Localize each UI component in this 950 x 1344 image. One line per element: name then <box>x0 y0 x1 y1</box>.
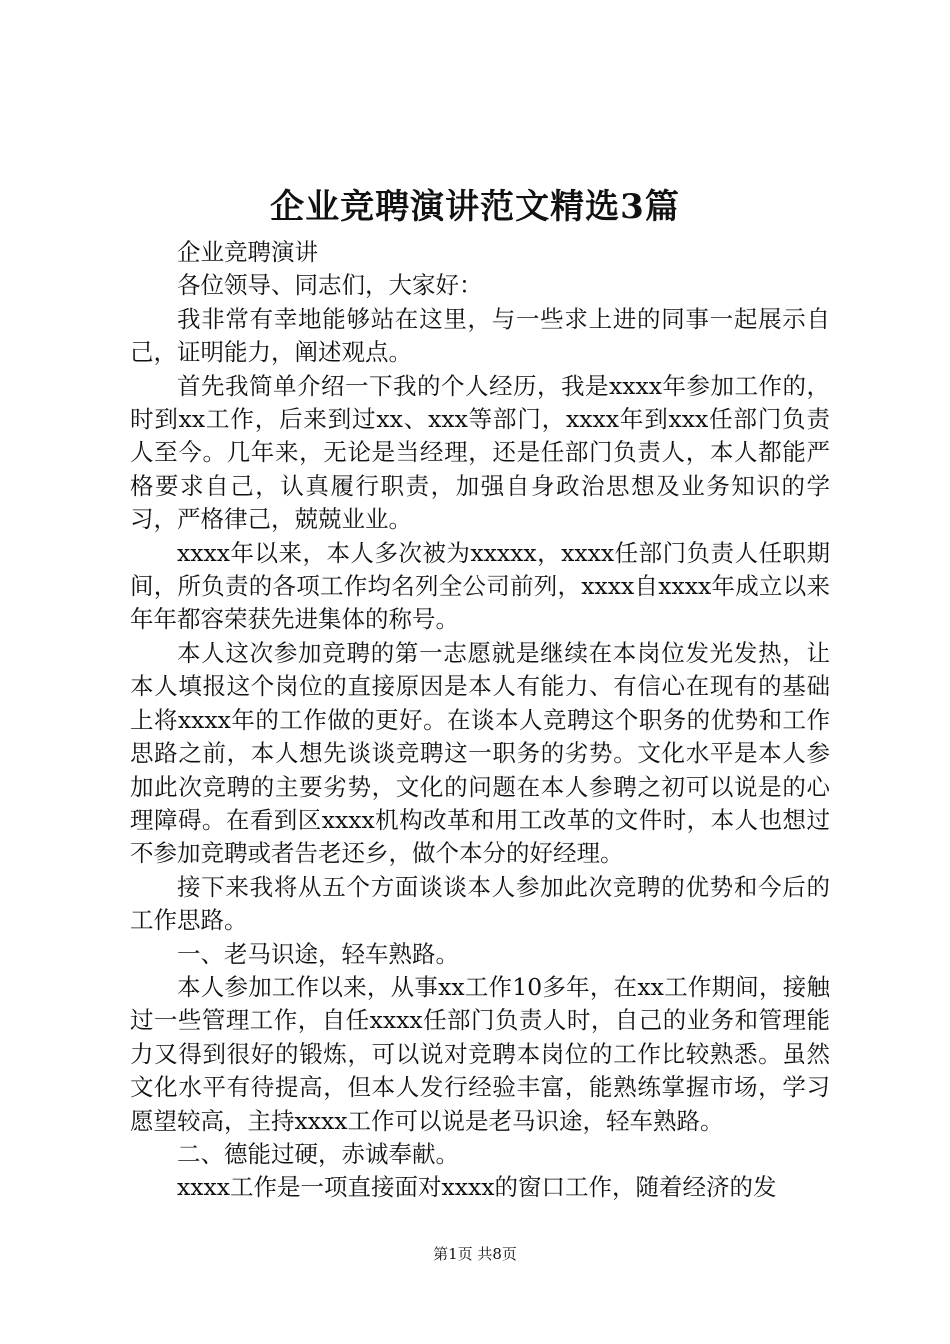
paragraph: 本人这次参加竞聘的第一志愿就是继续在本岗位发光发热，让本人填报这个岗位的直接原因是本人有能力、有信心在现有的基础上将xxxx年的工作做的更好。在谈本人竞聘这个职务的优势和工作思路之前，本人想先谈谈竞聘这一职务的劣势。文化水平是本人参加此次竞聘的主要劣势，文化的问题在本人参聘之初可以说是的心理障碍。在看到区xxxx机构改革和用工改革的文件时，本人也想过不参加竞聘或者告老还乡，做个本分的好经理。 <box>130 638 830 868</box>
paragraph: 企业竞聘演讲 <box>177 238 318 266</box>
paragraph: 我非常有幸地能够站在这里，与一些求上进的同事一起展示自己，证明能力，阐述观点。 <box>130 304 830 367</box>
document-title: 企业竞聘演讲范文精选3篇 <box>270 187 680 227</box>
paragraph: 接下来我将从五个方面谈谈本人参加此次竞聘的优势和今后的工作思路。 <box>130 872 830 935</box>
paragraph: 各位领导、同志们，大家好： <box>177 271 483 300</box>
paragraph: 首先我简单介绍一下我的个人经历，我是xxxx年参加工作的，时到xx工作，后来到过xx、xxx等部门，xxxx年到xxx任部门负责人至今。几年来，无论是当经理，还是任部门负责人，本人都能严格要求自己，认真履行职责，加强自身政治思想及业务知识的学习，严格律己，兢兢业业。 <box>130 371 830 534</box>
paragraph: xxxx年以来，本人多次被为xxxxx，xxxx任部门负责人任职期间，所负责的各项工作均名列全公司前列，xxxx自xxxx年成立以来年年都容荣获先进集体的称号。 <box>130 538 830 634</box>
page-footer: 第1页 共8页 <box>433 1245 517 1263</box>
section-heading: 二、德能过硬，赤诚奉献。 <box>177 1139 459 1168</box>
paragraph: 本人参加工作以来，从事xx工作10多年，在xx工作期间，接触过一些管理工作，自任xxxx任部门负责人时，自己的业务和管理能力又得到很好的锻炼，可以说对竞聘本岗位的工作比较熟悉。虽然文化水平有待提高，但本人发行经验丰富，能熟练掌握市场，学习愿望较高，主持xxxx工作可以说是老马识途，轻车熟路。 <box>130 972 830 1135</box>
document-body <box>130 236 830 1205</box>
paragraph: xxxx工作是一项直接面对xxxx的窗口工作，随着经济的发 <box>177 1173 777 1202</box>
section-heading: 一、老马识途，轻车熟路。 <box>177 939 459 968</box>
